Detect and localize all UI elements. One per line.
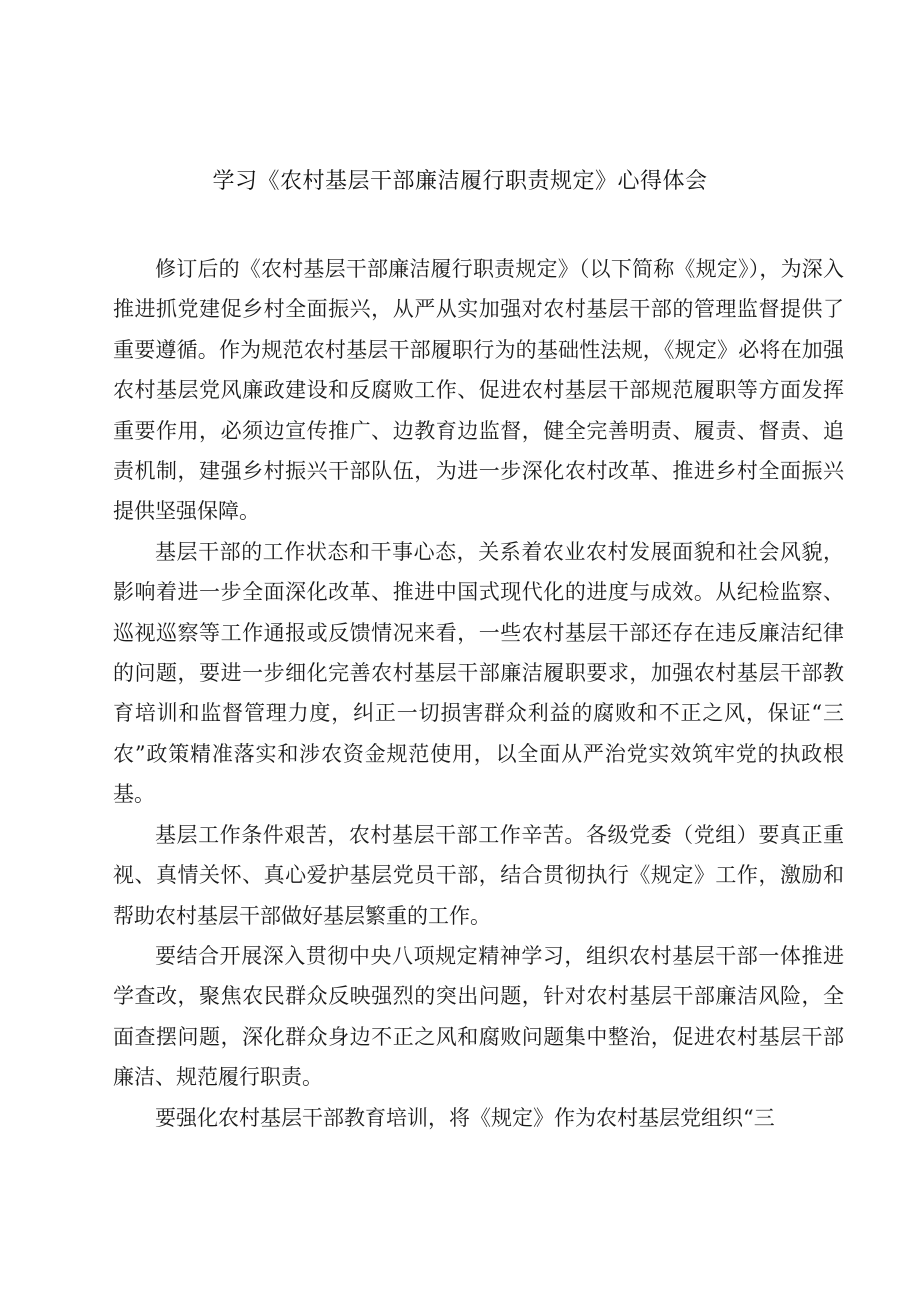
paragraph-3: 基层工作条件艰苦，农村基层干部工作辛苦。各级党委（党组）要真正重视、真情关怀、真心爱护基层党员干部，结合贯彻执行《规定》工作，激励和帮助农村基层干部做好基层繁重的工作。	[113, 822, 844, 928]
document-title: 学习《农村基层干部廉洁履行职责规定》心得体会	[212, 169, 708, 194]
paragraph-5: 要强化农村基层干部教育培训，将《规定》作为农村基层党组织“三	[155, 1105, 775, 1130]
document-body	[113, 249, 844, 1138]
paragraph-4: 要结合开展深入贯彻中央八项规定精神学习，组织农村基层干部一体推进学查改，聚焦农民群众反映强烈的突出问题，针对农村基层干部廉洁风险，全面查摆问题，深化群众身边不正之风和腐败问题集中整治，促进农村基层干部廉洁、规范履行职责。	[113, 943, 844, 1090]
paragraph-1: 修订后的《农村基层干部廉洁履行职责规定》（以下简称《规定》），为深入推进抓党建促乡村全面振兴，从严从实加强对农村基层干部的管理监督提供了重要遵循。作为规范农村基层干部履职行为的基础性法规，《规定》必将在加强农村基层党风廉政建设和反腐败工作、促进农村基层干部规范履职等方面发挥重要作用，必须边宣传推广、边教育边监督，健全完善明责、履责、督责、追责机制，建强乡村振兴干部队伍，为进一步深化农村改革、推进乡村全面振兴提供坚强保障。	[113, 257, 844, 524]
paragraph-2: 基层干部的工作状态和干事心态，关系着农业农村发展面貌和社会风貌，影响着进一步全面深化改革、推进中国式现代化的进度与成效。从纪检监察、巡视巡察等工作通报或反馈情况来看，一些农村基层干部还存在违反廉洁纪律的问题，要进一步细化完善农村基层干部廉洁履职要求，加强农村基层干部教育培训和监督管理力度，纠正一切损害群众利益的腐败和不正之风，保证“三农”政策精准落实和涉农资金规范使用，以全面从严治党实效筑牢党的执政根基。	[113, 539, 844, 807]
